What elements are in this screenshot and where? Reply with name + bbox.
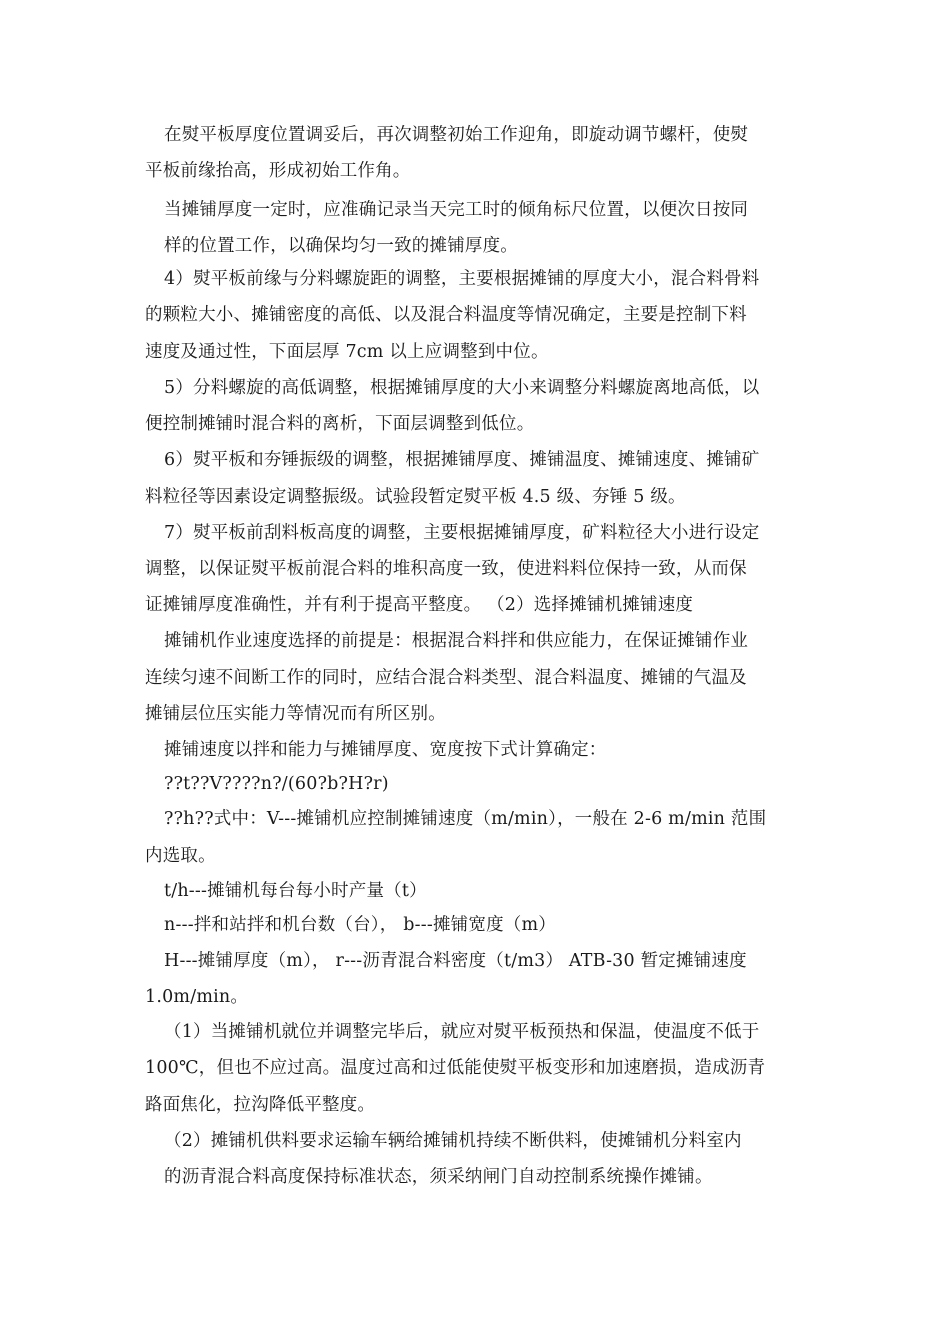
text-line: 样的位置工作，以确保均匀一致的摊铺厚度。	[164, 236, 518, 256]
text-line: 平板前缘抬高，形成初始工作角。	[145, 161, 411, 181]
text-line: 1.0m/min。	[145, 987, 249, 1007]
text-line: 7）熨平板前刮料板高度的调整，主要根据摊铺厚度，矿料粒径大小进行设定	[164, 523, 760, 543]
text-line: 5）分料螺旋的高低调整，根据摊铺厚度的大小来调整分料螺旋离地高低，以	[164, 378, 760, 398]
text-line: 摊铺层位压实能力等情况而有所区别。	[145, 704, 446, 724]
text-line: t/h---摊铺机每台每小时产量（t）	[164, 881, 427, 901]
text-line: 调整，以保证熨平板前混合料的堆积高度一致，使进料料位保持一致，从而保	[145, 559, 747, 579]
text-line: 便控制摊铺时混合料的离析，下面层调整到低位。	[145, 414, 535, 434]
text-line: 4）熨平板前缘与分料螺旋距的调整，主要根据摊铺的厚度大小，混合料骨料	[164, 269, 760, 289]
text-line: n---拌和站拌和机台数（台）， b---摊铺宽度（m）	[164, 915, 556, 935]
text-line: （1）当摊铺机就位并调整完毕后，就应对熨平板预热和保温，使温度不低于	[164, 1022, 760, 1042]
text-line: 100℃，但也不应过高。温度过高和过低能使熨平板变形和加速磨损，造成沥青	[145, 1058, 766, 1078]
text-line: ??h??式中：V---摊铺机应控制摊铺速度（m/min），一般在 2-6 m/min 范围	[164, 809, 767, 829]
text-line: 当摊铺厚度一定时，应准确记录当天完工时的倾角标尺位置，以便次日按同	[164, 200, 749, 220]
text-line: H---摊铺厚度（m）， r---沥青混合料密度（t/m3） ATB-30 暂定摊铺速度	[164, 951, 747, 971]
text-line: 路面焦化，拉沟降低平整度。	[145, 1095, 376, 1115]
text-line: 连续匀速不间断工作的同时，应结合混合料类型、混合料温度、摊铺的气温及	[145, 668, 747, 688]
text-line: 摊铺机作业速度选择的前提是：根据混合料拌和供应能力，在保证摊铺作业	[164, 631, 749, 651]
text-line: 证摊铺厚度准确性，并有利于提高平整度。 （2）选择摊铺机摊铺速度	[145, 595, 694, 615]
text-line: ??t??V????n?/(60?b?H?r)	[164, 774, 389, 794]
text-line: 的沥青混合料高度保持标准状态，须采纳闸门自动控制系统操作摊铺。	[164, 1167, 713, 1187]
text-line: （2）摊铺机供料要求运输车辆给摊铺机持续不断供料，使摊铺机分料室内	[164, 1131, 742, 1151]
text-line: 的颗粒大小、摊铺密度的高低、以及混合料温度等情况确定，主要是控制下料	[145, 305, 747, 325]
text-line: 6）熨平板和夯锤振级的调整，根据摊铺厚度、摊铺温度、摊铺速度、摊铺矿	[164, 450, 760, 470]
text-line: 速度及通过性，下面层厚 7cm 以上应调整到中位。	[145, 342, 549, 362]
text-line: 在熨平板厚度位置调妥后，再次调整初始工作迎角，即旋动调节螺杆，使熨	[164, 125, 749, 145]
text-line: 料粒径等因素设定调整振级。试验段暂定熨平板 4.5 级、夯锤 5 级。	[145, 487, 686, 507]
text-line: 内选取。	[145, 846, 216, 866]
text-line: 摊铺速度以拌和能力与摊铺厚度、宽度按下式计算确定：	[164, 740, 607, 760]
